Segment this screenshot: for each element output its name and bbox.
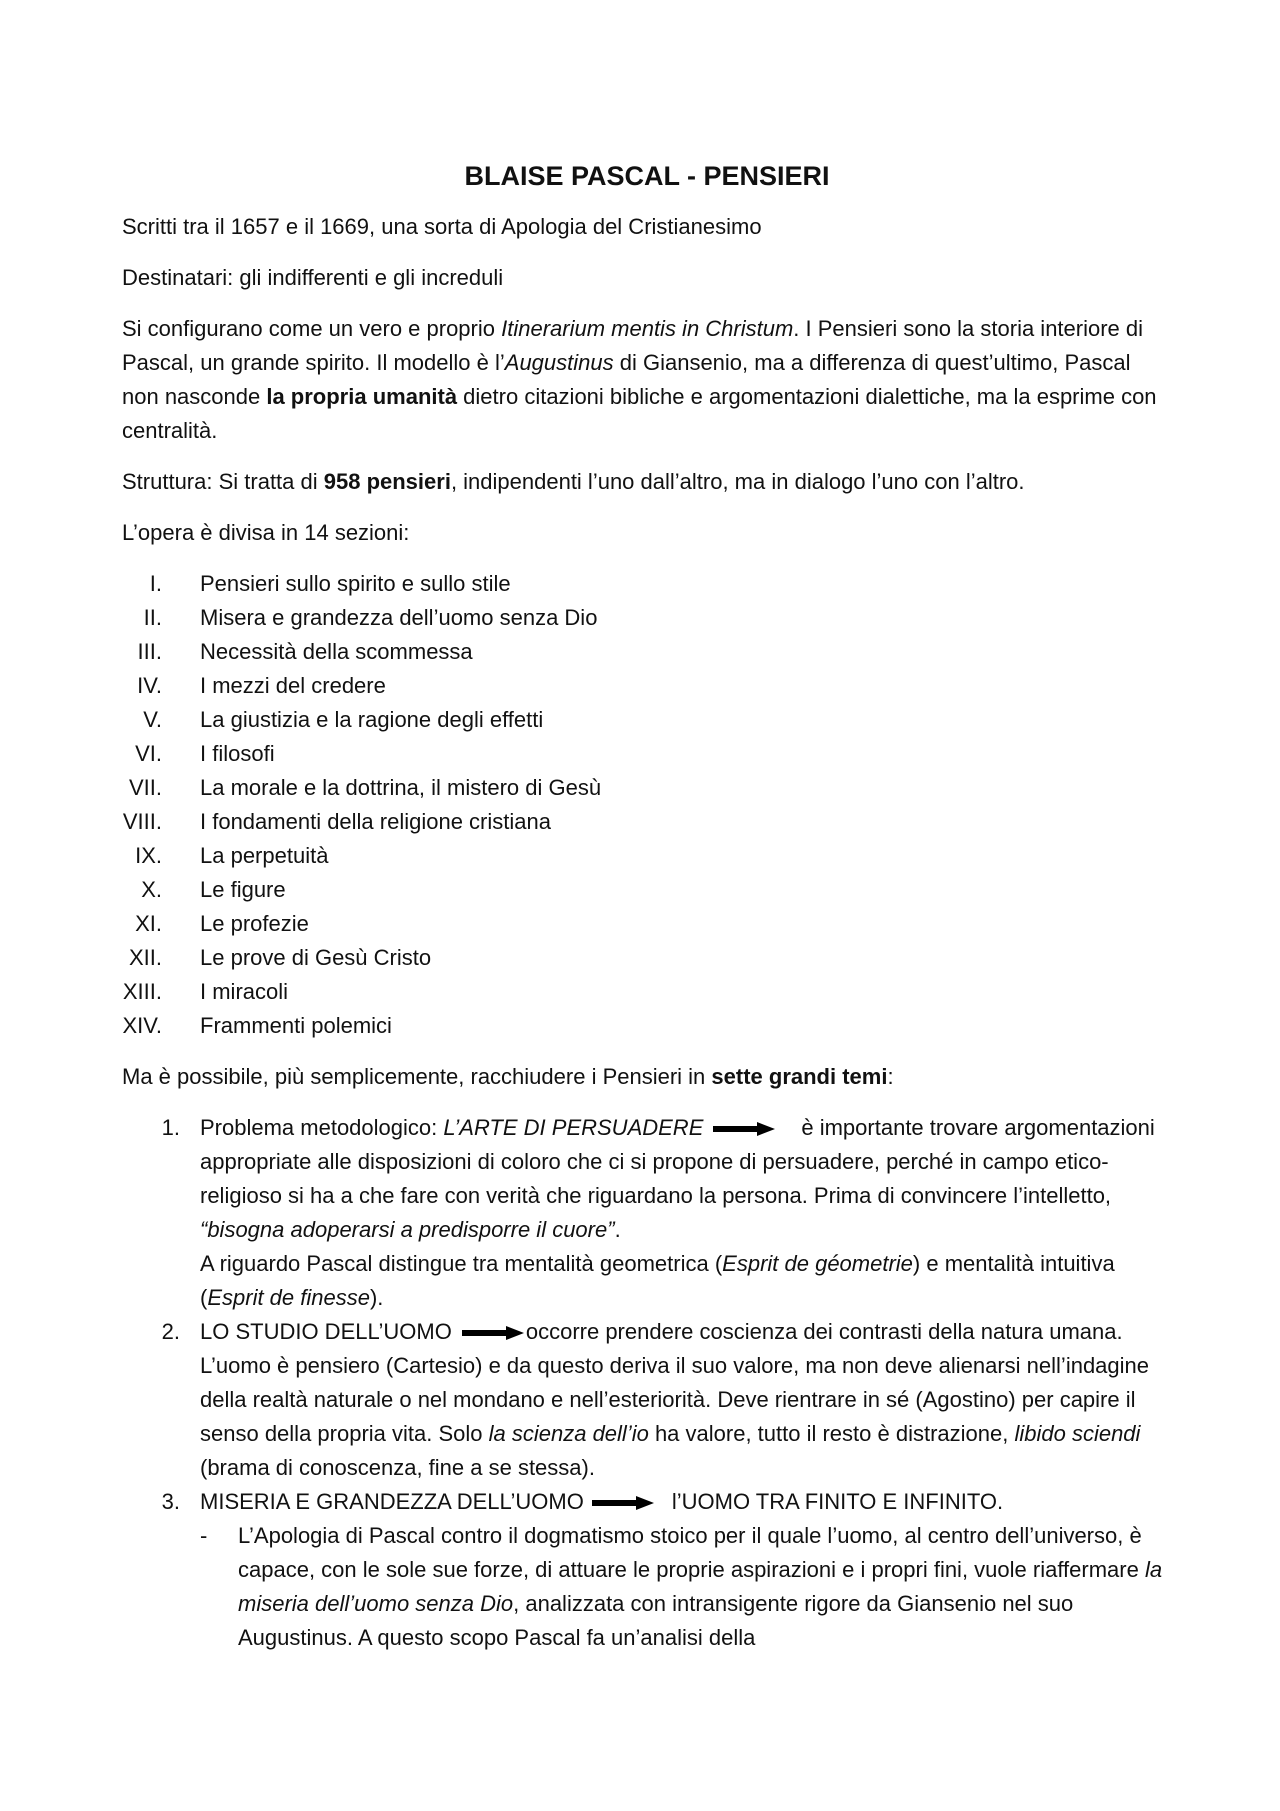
list-item: [122, 907, 1172, 941]
list-number: VIII.: [122, 809, 162, 834]
italic-run: L’ARTE DI PERSUADERE: [443, 1115, 704, 1140]
list-text: Le profezie: [200, 911, 309, 936]
list-item: [122, 805, 1172, 839]
sections-list: [122, 567, 1172, 1043]
sub-list-item: [200, 1519, 1172, 1655]
list-number: XIII.: [122, 979, 162, 1004]
list-item: [122, 601, 1172, 635]
theme-item-man-study: [122, 1315, 1172, 1485]
italic-run: Augustinus: [504, 350, 614, 375]
italic-run: libido sciendi: [1014, 1421, 1141, 1446]
italic-run: la miseria dell’uomo senza Dio: [238, 1557, 1163, 1616]
list-number: XII.: [128, 945, 162, 970]
list-number: I.: [149, 571, 162, 596]
text-run: ).: [369, 1285, 384, 1310]
list-item: [122, 941, 1172, 975]
sub-list: [200, 1519, 1172, 1655]
text-run: :: [887, 1064, 894, 1089]
italic-run: “bisogna adoperarsi a predisporre il cuore”: [200, 1217, 615, 1242]
list-text: Misera e grandezza dell’uomo senza Dio: [200, 605, 598, 630]
italic-run: Esprit de géometrie: [722, 1251, 913, 1276]
list-item: [122, 771, 1172, 805]
list-text: Frammenti polemici: [200, 1013, 392, 1038]
list-text: I mezzi del credere: [200, 673, 386, 698]
text-run: .: [614, 1217, 621, 1242]
text-run: è importante trovare argomentazioni appropriate alle disposizioni di coloro che ci si propone di persuadere, perché in campo etico-religioso si ha a che fare con verità che riguardano la persona. Prima di convincere l’intelletto,: [200, 1115, 1155, 1208]
list-number: 1.: [161, 1115, 180, 1140]
italic-run: Itinerarium mentis in Christum: [501, 316, 794, 341]
document-body: [122, 158, 1172, 1655]
list-item: [122, 737, 1172, 771]
list-dash: -: [200, 1523, 208, 1548]
text-run: (brama di conoscenza, fine a se stessa).: [200, 1455, 595, 1480]
paragraph-structure: [122, 465, 1172, 499]
list-number: IX.: [135, 843, 162, 868]
text-run: dietro citazioni bibliche e argomentazioni dialettiche, ma la esprime con centralità.: [122, 384, 1157, 443]
list-text: Le prove di Gesù Cristo: [200, 945, 432, 970]
text-run: Struttura: Si tratta di: [122, 469, 324, 494]
text-run: , indipendenti l’uno dall’altro, ma in dialogo l’uno con l’altro.: [450, 469, 1025, 494]
list-number: II.: [143, 605, 162, 630]
text-run: . I Pensieri sono la storia interiore di Pascal, un grande spirito. Il modello è l’: [122, 316, 1144, 375]
list-number: V.: [143, 707, 162, 732]
list-text: Necessità della scommessa: [200, 639, 473, 664]
list-text: La perpetuità: [200, 843, 329, 868]
list-text: La giustizia e la ragione degli effetti: [200, 707, 544, 732]
list-text: I filosofi: [200, 741, 275, 766]
text-run: l’UOMO TRA FINITO E INFINITO.: [671, 1489, 1004, 1514]
arrow-right-icon: [462, 1326, 524, 1340]
list-number: X.: [141, 877, 162, 902]
arrow-right-icon: [592, 1496, 654, 1510]
text-run: ha valore, tutto il resto è distrazione,: [648, 1421, 1015, 1446]
list-number: VI.: [135, 741, 162, 766]
list-text: I fondamenti della religione cristiana: [200, 809, 551, 834]
list-number: 2.: [161, 1319, 180, 1344]
text-run: L’Apologia di Pascal contro il dogmatismo stoico per il quale l’uomo, al centro dell’universo, è capace, con le sole sue forze, di attuare le proprie aspirazioni e i propri fini, vuole riaffermare: [238, 1523, 1145, 1582]
list-number: IV.: [137, 673, 162, 698]
list-number: VII.: [128, 775, 162, 800]
list-item: [122, 635, 1172, 669]
text-run: occorre prendere coscienza dei contrasti della natura umana. L’uomo è pensiero (Cartesio) e da questo deriva il suo valore, ma non deve alienarsi nell’indagine della realtà naturale o nel mondano e nell’esteriorità. Deve rientrare in sé (Agostino) per capire il senso della propria vita. Solo: [200, 1319, 1150, 1446]
bold-run: 958 pensieri: [323, 469, 451, 494]
list-number: 3.: [161, 1489, 180, 1514]
arrow-right-icon: [713, 1122, 775, 1136]
paragraph-dates: Scritti tra il 1657 e il 1669, una sorta di Apologia del Cristianesimo: [122, 214, 762, 239]
list-text: Le figure: [200, 877, 286, 902]
paragraph-sections-intro: L’opera è divisa in 14 sezioni:: [122, 520, 410, 545]
italic-run: Esprit de finesse: [207, 1285, 370, 1310]
bold-run: la propria umanità: [266, 384, 458, 409]
text-run: di Giansenio, ma a differenza di quest’ultimo, Pascal non nasconde: [122, 350, 1131, 409]
theme-item-misery-greatness: [122, 1485, 1172, 1655]
text-run: Problema metodologico:: [200, 1115, 444, 1140]
list-item: [122, 839, 1172, 873]
list-item: [122, 669, 1172, 703]
list-item: [122, 567, 1172, 601]
theme-item-persuasion: [122, 1111, 1172, 1315]
text-run: LO STUDIO DELL’UOMO: [200, 1319, 452, 1344]
text-run: , analizzata con intransigente rigore da Giansenio nel suo Augustinus. A questo scopo Pascal fa un’analisi della: [238, 1591, 1074, 1650]
paragraph-recipients: Destinatari: gli indifferenti e gli increduli: [122, 265, 504, 290]
list-text: I miracoli: [200, 979, 289, 1004]
paragraph-itinerarium: [122, 312, 1172, 448]
list-number: XI.: [135, 911, 162, 936]
themes-list: [122, 1111, 1172, 1655]
text-run: Si configurano come un vero e proprio: [122, 316, 502, 341]
text-run: A riguardo Pascal distingue tra mentalità geometrica (: [200, 1251, 723, 1276]
list-item: [122, 703, 1172, 737]
list-item: [122, 1009, 1172, 1043]
text-run: ) e mentalità intuitiva (: [200, 1251, 1115, 1310]
italic-run: la scienza dell’io: [488, 1421, 649, 1446]
list-text: Pensieri sullo spirito e sullo stile: [200, 571, 511, 596]
text-run: MISERIA E GRANDEZZA DELL’UOMO: [200, 1489, 584, 1514]
list-item: [122, 975, 1172, 1009]
list-number: XIV.: [122, 1013, 162, 1038]
list-number: III.: [137, 639, 162, 664]
paragraph-themes-intro: [122, 1060, 1172, 1094]
list-item: [122, 873, 1172, 907]
document-title: BLAISE PASCAL - PENSIERI: [464, 161, 830, 191]
bold-run: sette grandi temi: [711, 1064, 888, 1089]
list-text: La morale e la dottrina, il mistero di Gesù: [200, 775, 602, 800]
text-run: Ma è possibile, più semplicemente, racchiudere i Pensieri in: [122, 1064, 712, 1089]
